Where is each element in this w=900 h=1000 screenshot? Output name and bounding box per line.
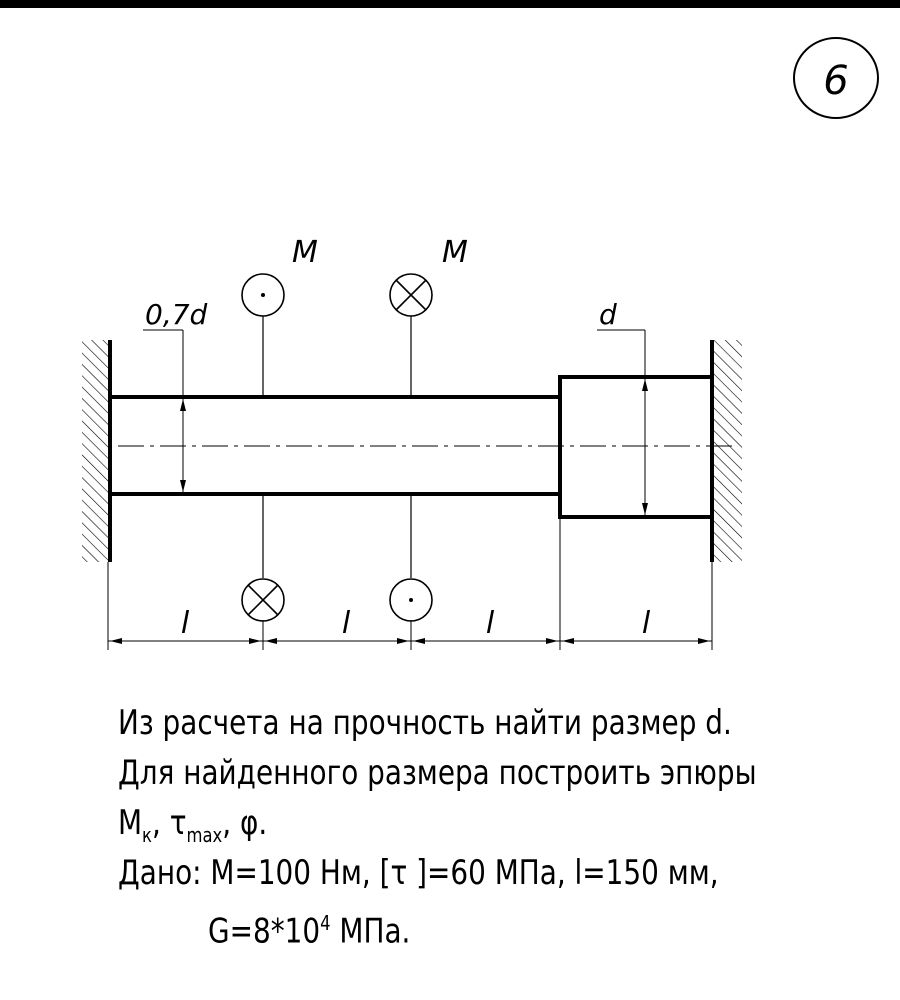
- length-label-4: l: [641, 606, 651, 641]
- modulus-line: [208, 900, 410, 954]
- right-wall-support: [712, 340, 742, 562]
- moment-2-label: M: [442, 235, 468, 270]
- length-dimensions: [108, 517, 712, 650]
- dimension-large-diameter: [597, 298, 648, 517]
- given-line: Дано: M=100 Нм, [τ ]=60 МПа, l=150 мм,: [118, 853, 719, 893]
- task-line-1: Из расчета на прочность найти размер d.: [118, 703, 732, 743]
- length-label-3: l: [485, 606, 495, 641]
- large-diameter-label: d: [599, 298, 617, 331]
- tau-symbol: , τ: [151, 803, 187, 843]
- task-line-2: Для найденного размера построить эпюры: [118, 753, 757, 793]
- left-wall-support: [82, 340, 110, 562]
- variant-badge: [794, 38, 878, 118]
- phi-symbol: , φ.: [222, 803, 268, 843]
- modulus-unit: МПа.: [330, 911, 411, 952]
- moment-1: [242, 235, 318, 621]
- modulus-base: G=8*10: [208, 911, 321, 952]
- small-diameter-label: 0,7d: [145, 298, 208, 331]
- modulus-exponent: 4: [320, 911, 331, 935]
- moment-2: [390, 235, 468, 621]
- variant-number: 6: [823, 58, 849, 104]
- mk-subscript: к: [142, 822, 152, 847]
- length-label-2: l: [341, 606, 351, 641]
- mk-symbol: M: [118, 803, 143, 843]
- tau-subscript: max: [186, 822, 223, 847]
- shaft-large-section: [560, 377, 712, 517]
- moment-1-label: M: [292, 235, 318, 270]
- length-label-1: l: [180, 606, 190, 641]
